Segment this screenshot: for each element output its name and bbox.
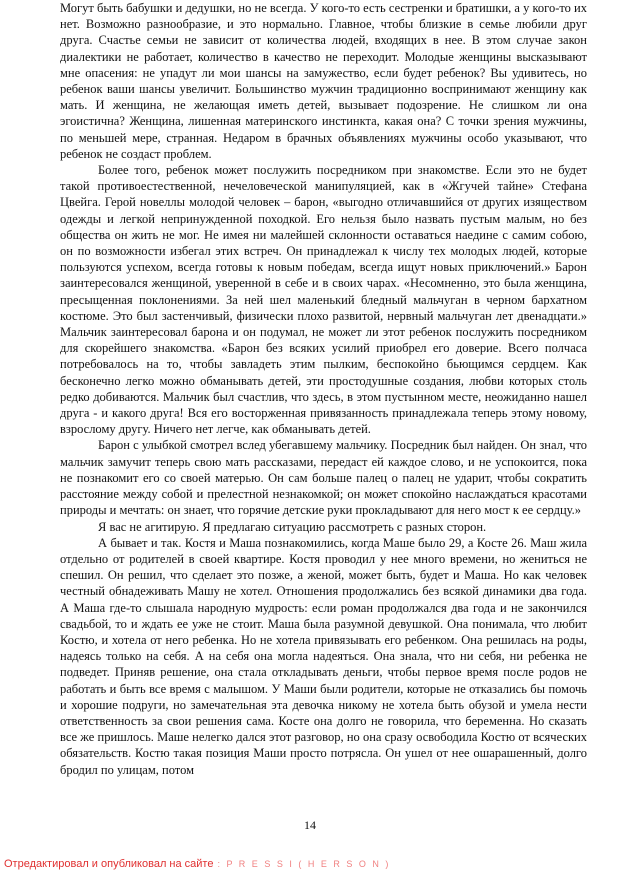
footer	[4, 858, 390, 870]
paragraph-5: А бывает и так. Костя и Маша познакомились, когда Маше было 29, а Косте 26. Маш жила отдельно от родителей в своей квартире. Костя проводил у нее много времени, но жениться не спешил. Он решил, что сделает это позже, а женой, может быть, будет и Маша. Но как человек честный обнадеживать Машу не хотел. Отношения продолжались без всякой динамики два года. А Маша где-то слышала народную мудрость: если роман продолжался два года и не закончился свадьбой, то и ждать ее уже не стоит. Маша была разумной девушкой. Она понимала, что любит Костю, и хотела от него ребенка. Но не хотела привязывать его ребенком. Она решилась на роды, надеясь только на себя. А на себя она могла надеяться. Она знала, что ни себя, ни ребенка не подведет. Приняв решение, она стала откладывать деньги, чтобы первое время после родов не работать и быть все время с малышом. У Маши были родители, которые не отказались бы помочь и хорошие подруги, но замечательная эта девочка никому не хотела быть обузой и умела нести ответственность за свои решения сама. Косте она долго не говорила, что беременна. Но сказать все же пришлось. Маше нелегко дался этот разговор, но она сразу освободила Костю от всяческих обязательств. Костю такая позиция Маши просто потрясла. Он ушел от нее ошарашенный, долго бродил по улицам, потом	[60, 535, 587, 777]
paragraph-3: Барон с улыбкой смотрел вслед убегавшему мальчику. Посредник был найден. Он знал, что мальчик замучит теперь свою мать рассказами, передаст ей каждое слово, и не успокоится, пока не познакомит его со своей матерью. Он сам больше палец о палец не ударит, чтобы сократить расстояние между собой и прелестной незнакомкой; он может спокойно наслаждаться красотами природы и мечтать: он знает, что горячие детские руки прокладывают для него мост к ее сердцу.»	[60, 438, 587, 518]
paragraph-2: Более того, ребенок может послужить посредником при знакомстве. Если это не будет такой противоестественной, нечеловеческой манипуляцией, как в «Жгучей тайне» Стефана Цвейга. Герой новеллы молодой человек – барон, «выгодно отличавшийся от других изяществом одежды и легкой непринужденной походкой. Его нельзя было назвать пустым малым, но без общества он жить не мог. Не имея ни малейшей склонности оставаться наедине с самим собою, он по возможности избегал этих встреч. Он принадлежал к числу тех молодых людей, которые пользуются успехом, всегда готовы к новым победам, всегда ищут новых приключений.» Барон заинтересовался женщиной, уверенной в себе и в своих чарах. «Несомненно, это была женщина, пресыщенная поклонениями. За ней шел маленький бледный мальчуган в черном бархатном костюме. Это был застенчивый, физически плохо развитой, нервный мальчуган лет двенадцати.» Мальчик заинтересовал барона и он подумал, не может ли этот ребенок послужить посредником для скорейшего знакомства. «Барон без всяких усилий приобрел его доверие. Всего полчаса потребовалось на то, чтобы завладеть этим пылким, беспокойно бьющимся сердцем. Как бесконечно легко можно обманывать детей, эти простодушные создания, любви которых столь редко добиваются. Мальчик был счастлив, что здесь, в этом пустынном месте, неожиданно нашел друга - и какого друга! Вся его восторженная привязанность принадлежала теперь этому новому, взрослому другу. Ничего нет легче, как обманывать детей.	[60, 163, 587, 437]
paragraph-4: Я вас не агитирую. Я предлагаю ситуацию рассмотреть с разных сторон.	[98, 519, 487, 534]
footer-note: Отредактировал и опубликовал на сайте	[4, 858, 214, 870]
page-number: 14	[304, 818, 316, 832]
footer-site-link[interactable]: : P R E S S I ( H E R S O N )	[217, 859, 391, 869]
document-page	[60, 0, 587, 778]
paragraph-1: Могут быть бабушки и дедушки, но не всегда. У кого-то есть сестренки и братишки, а у кого-то их нет. Возможно разнообразие, и это нормально. Главное, чтобы близкие в семье любили друг друга. Счастье семьи не зависит от количества людей, входящих в нее. В этом случае закон диалектики не работает, количество в качество не переходит. Молодые женщины высказывают мне опасения: не упадут ли мои шансы на замужество, если будет ребенок? Вы удивитесь, но ребенок ваши шансы увеличит. Большинство мужчин традиционно воспринимают женщину как мать. И женщина, не желающая иметь детей, вызывает подозрение. Не слишком ли она эгоистична? Женщина, лишенная материнского инстинкта, какая она? С точки зрения мужчины, по меньшей мере, странная. Недаром в брачных объявлениях мужчины особо указывают, что ребенок не создаст проблем.	[60, 1, 587, 161]
